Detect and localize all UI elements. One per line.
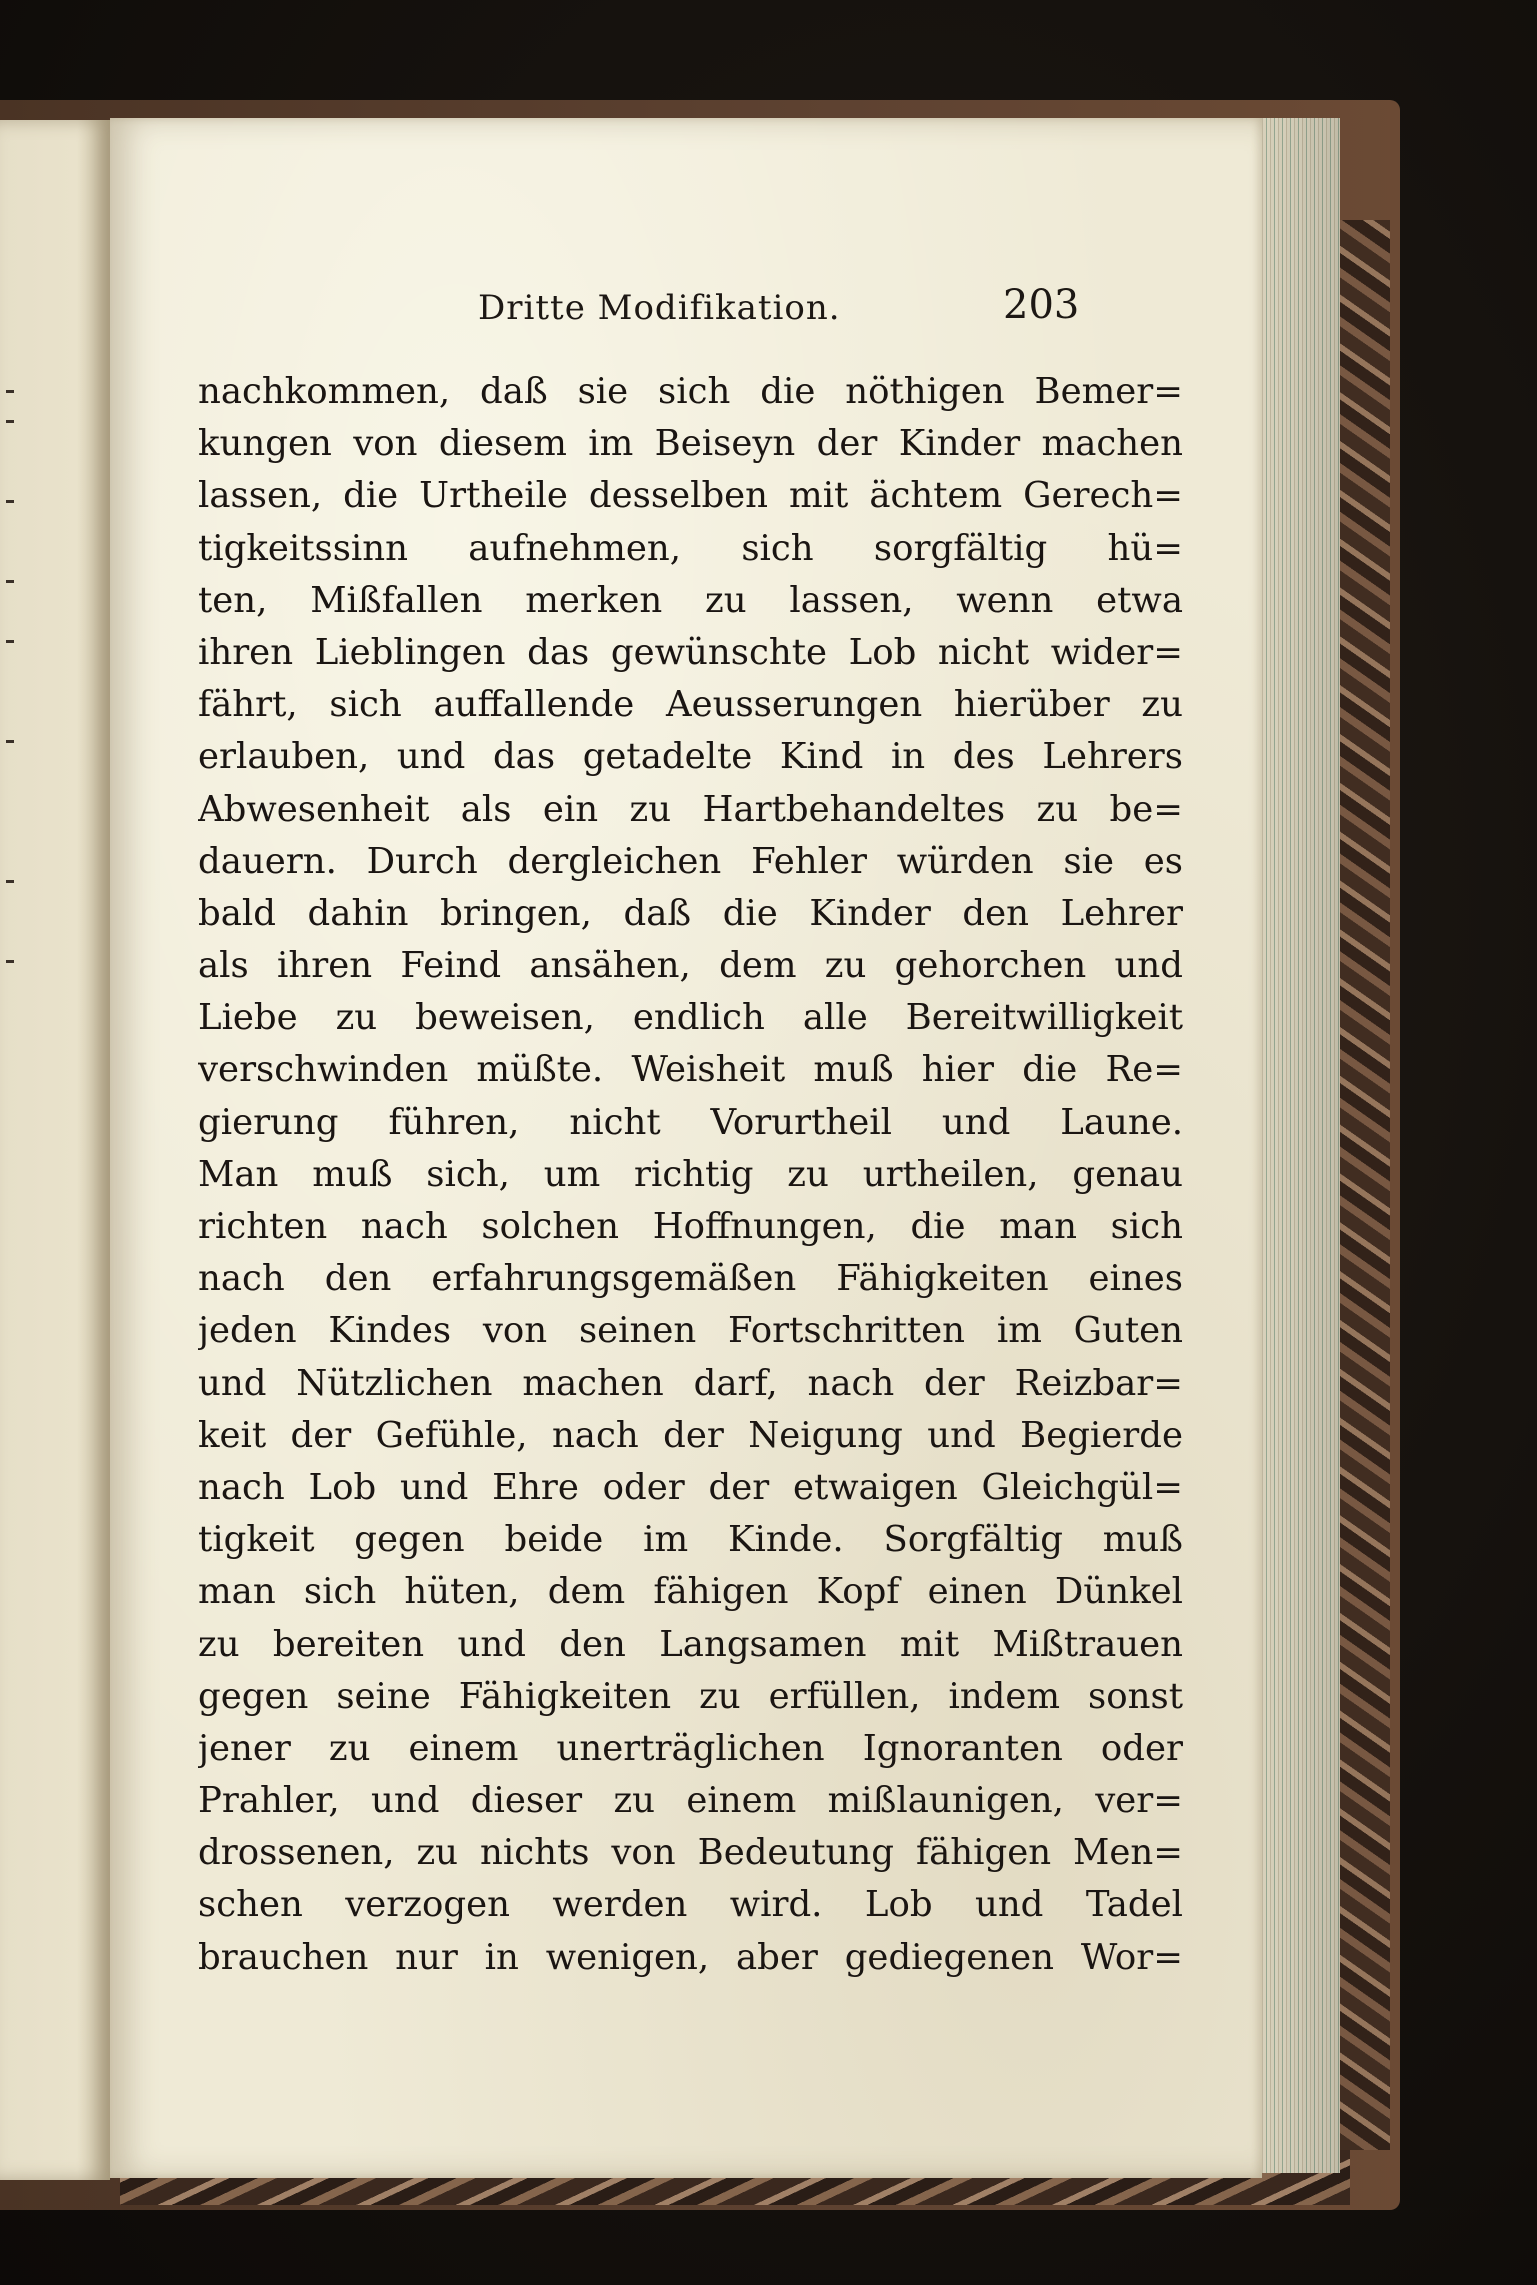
- text-line: jeden Kindes von seinen Fortschritten im Guten: [198, 1310, 1183, 1352]
- bleed-mark: [6, 580, 14, 583]
- text-line: Liebe zu beweisen, endlich alle Bereitwilligkeit: [198, 997, 1183, 1039]
- text-line: fährt, sich auffallende Aeusserungen hierüber zu: [198, 684, 1183, 726]
- bleed-mark: [6, 420, 14, 423]
- text-line: ihren Lieblingen das gewünschte Lob nicht wider=: [198, 631, 1183, 673]
- text-line: tigkeit gegen beide im Kinde. Sorgfältig muß: [198, 1519, 1183, 1561]
- text-line: Abwesenheit als ein zu Hartbehandeltes zu be=: [198, 788, 1183, 830]
- bleed-mark: [6, 960, 14, 963]
- body-text: [198, 366, 1183, 1984]
- bleed-mark: [6, 880, 14, 883]
- running-head: Dritte Modifikation.: [478, 288, 841, 328]
- facing-page-left: [0, 120, 110, 2180]
- text-line: bald dahin bringen, daß die Kinder den Lehrer: [198, 892, 1183, 934]
- text-line: jener zu einem unerträglichen Ignoranten oder: [198, 1727, 1183, 1769]
- text-line: man sich hüten, dem fähigen Kopf einen Dünkel: [198, 1571, 1183, 1613]
- text-line: richten nach solchen Hoffnungen, die man sich: [198, 1206, 1183, 1247]
- text-line: gegen seine Fähigkeiten zu erfüllen, indem sonst: [198, 1675, 1183, 1717]
- text-line: lassen, die Urtheile desselben mit ächtem Gerech=: [198, 475, 1183, 517]
- text-line: kungen von diesem im Beiseyn der Kinder machen: [198, 423, 1183, 465]
- marbled-edge-right: [1340, 220, 1390, 2150]
- text-line: nach Lob und Ehre oder der etwaigen Gleichgül=: [198, 1466, 1183, 1508]
- text-line: Man muß sich, um richtig zu urtheilen, genau: [198, 1153, 1183, 1195]
- text-line: keit der Gefühle, nach der Neigung und Begierde: [198, 1414, 1183, 1456]
- text-line: tigkeitssinn aufnehmen, sich sorgfältig hü=: [198, 527, 1183, 569]
- text-line: brauchen nur in wenigen, aber gediegenen Wor=: [198, 1936, 1183, 1978]
- bleed-mark: [6, 390, 14, 393]
- text-line: und Nützlichen machen darf, nach der Reizbar=: [198, 1362, 1183, 1404]
- text-line: verschwinden müßte. Weisheit muß hier die Re=: [198, 1049, 1183, 1091]
- text-line: nach den erfahrungsgemäßen Fähigkeiten eines: [198, 1258, 1183, 1300]
- bleed-mark: [6, 500, 14, 503]
- text-line: erlauben, und das getadelte Kind in des Lehrers: [198, 736, 1183, 778]
- page-stack-shadow: [1262, 118, 1340, 2173]
- page-number: 203: [1003, 282, 1080, 328]
- text-line: schen verzogen werden wird. Lob und Tadel: [198, 1884, 1183, 1926]
- text-line: drossenen, zu nichts von Bedeutung fähigen Men=: [198, 1832, 1183, 1874]
- text-line: ten, Mißfallen merken zu lassen, wenn etwa: [198, 579, 1183, 621]
- text-line: zu bereiten und den Langsamen mit Mißtrauen: [198, 1623, 1183, 1665]
- text-line: nachkommen, daß sie sich die nöthigen Bemer=: [198, 371, 1183, 412]
- text-line: gierung führen, nicht Vorurtheil und Laune.: [198, 1101, 1183, 1143]
- book-page: [110, 118, 1262, 2178]
- text-line: dauern. Durch dergleichen Fehler würden sie es: [198, 840, 1183, 882]
- bleed-mark: [6, 640, 14, 643]
- bleed-mark: [6, 740, 14, 743]
- text-line: Prahler, und dieser zu einem mißlaunigen, ver=: [198, 1780, 1183, 1822]
- text-line: als ihren Feind ansähen, dem zu gehorchen und: [198, 945, 1183, 987]
